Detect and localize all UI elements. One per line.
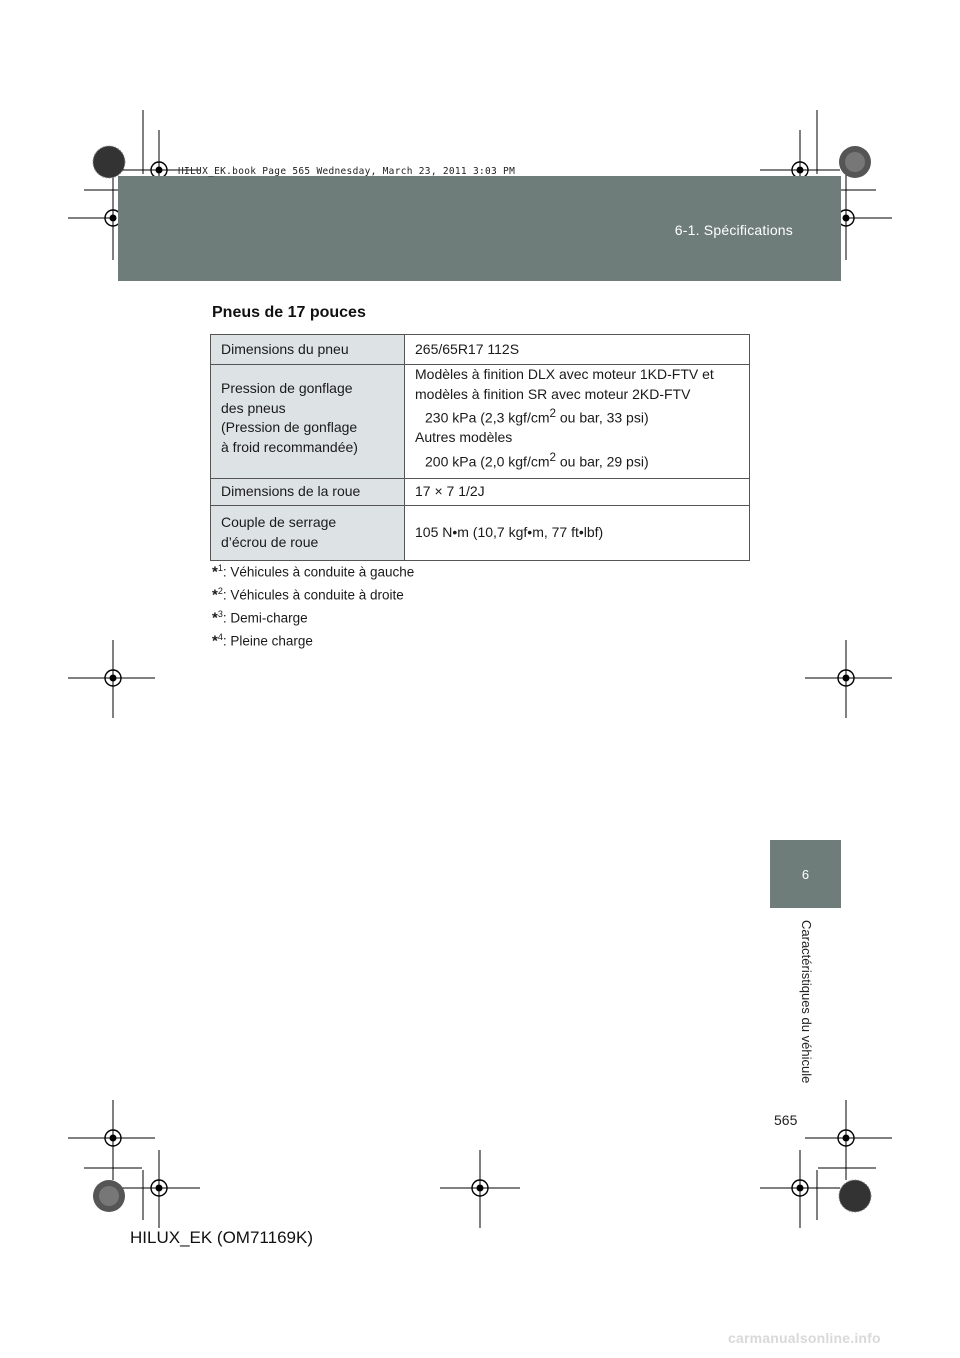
- footnotes: [212, 559, 414, 651]
- label-line: d’écrou de roue: [221, 533, 319, 550]
- section-heading: Pneus de 17 pouces: [212, 304, 366, 321]
- footnote: [212, 559, 414, 582]
- superscript: 2: [549, 450, 556, 464]
- model-code: HILUX_EK (OM71169K): [130, 1228, 313, 1247]
- table-value-cell: 105 N•m (10,7 kgf•m, 77 ft•lbf): [405, 505, 750, 560]
- footnote: [212, 582, 414, 605]
- footnote-number: 3: [217, 609, 223, 619]
- chapter-tab: [770, 840, 841, 908]
- chapter-title: Caractéristiques du véhicule: [799, 920, 814, 1084]
- label-line: Couple de serrage: [221, 514, 337, 531]
- label-line: (Pression de gonflage: [221, 419, 358, 436]
- value-line: modèles à finition SR avec moteur 2KD-FTV: [415, 385, 691, 402]
- pressure-text: ou bar, 33 psi): [556, 409, 649, 426]
- footnote-star: *: [212, 586, 218, 604]
- table-value-cell: 17 × 7 1/2J: [405, 478, 750, 505]
- footnote-text: : Demi-charge: [222, 610, 308, 626]
- footnote-star: *: [212, 632, 218, 650]
- table-value-cell: 265/65R17 112S: [405, 335, 750, 365]
- label-line: Pression de gonflage: [221, 380, 353, 397]
- table-label-cell: [211, 505, 405, 560]
- page-number: 565: [774, 1112, 798, 1128]
- footnote: [212, 628, 414, 651]
- table-value-cell: [405, 365, 750, 479]
- section-label: 6-1. Spécifications: [674, 222, 793, 238]
- book-info-line: HILUX_EK.book Page 565 Wednesday, March 23, 2011 3:03 PM: [178, 166, 516, 177]
- header-band: [118, 176, 841, 281]
- label-line: à froid recommandée): [221, 438, 358, 455]
- footnote-text: : Pleine charge: [222, 633, 313, 649]
- value-line: Modèles à finition DLX avec moteur 1KD-FTV et: [415, 366, 714, 382]
- superscript: 2: [549, 407, 556, 420]
- footnote-number: 4: [217, 632, 223, 642]
- pressure-text: 230 kPa (2,3 kgf/cm: [425, 409, 550, 426]
- footnote-text: : Véhicules à conduite à droite: [222, 587, 404, 603]
- footnote-star: *: [212, 563, 218, 581]
- table-label-cell: Dimensions du pneu: [211, 335, 405, 365]
- tire-spec-table: [210, 334, 750, 561]
- value-line: Autres modèles: [415, 429, 513, 446]
- value-line: [415, 448, 739, 472]
- footnote-number: 1: [217, 563, 223, 573]
- footnote-text: : Véhicules à conduite à gauche: [222, 564, 415, 580]
- pressure-text: 200 kPa (2,0 kgf/cm: [425, 453, 550, 470]
- table-row: [211, 365, 750, 479]
- footnote-star: *: [212, 609, 218, 627]
- label-line: des pneus: [221, 399, 286, 416]
- table-label-cell: [211, 365, 405, 479]
- value-line: [415, 404, 739, 428]
- footnote-number: 2: [217, 586, 223, 596]
- pressure-text: ou bar, 29 psi): [556, 453, 649, 470]
- footnote: [212, 605, 414, 628]
- table-row: [211, 505, 750, 560]
- table-label-cell: Dimensions de la roue: [211, 478, 405, 505]
- watermark: carmanualsonline.info: [728, 1330, 881, 1346]
- chapter-number: 6: [801, 866, 810, 882]
- table-row: [211, 478, 750, 505]
- table-row: [211, 335, 750, 365]
